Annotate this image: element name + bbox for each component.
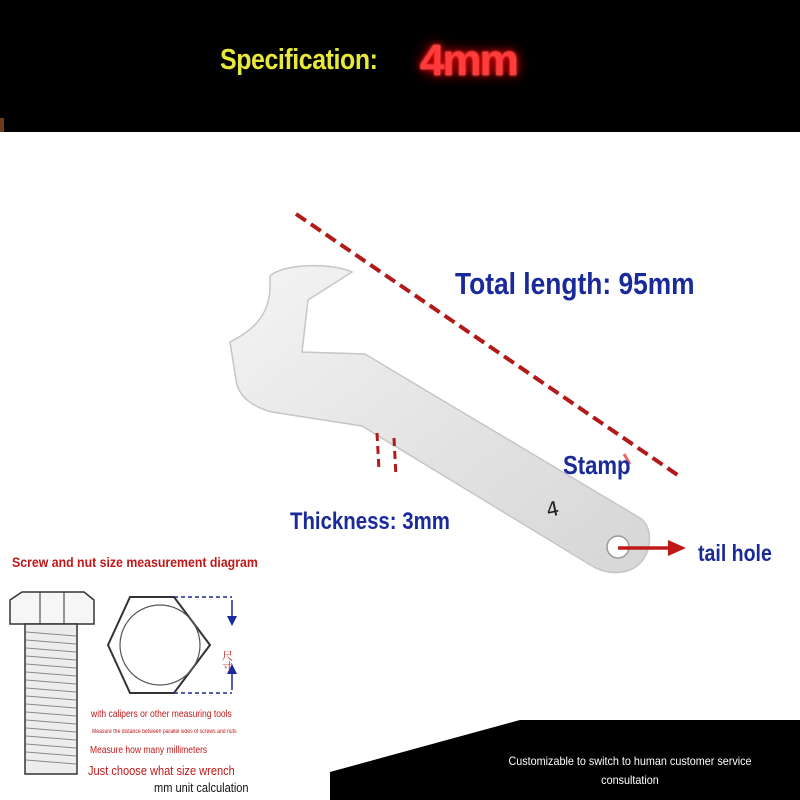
diagram-note: Measure the distance between parallel sides of screws and nuts [92, 729, 237, 735]
thickness-mark-left [377, 433, 379, 470]
screw-diagram [10, 592, 94, 774]
diagram-note: mm unit calculation [154, 780, 249, 795]
tail-hole-arrow-head [668, 540, 686, 556]
nut-diagram [108, 597, 237, 693]
total-length-label: Total length: 95mm [455, 266, 695, 301]
customer-service-text: Customizable to switch to human customer service consultation [508, 754, 752, 787]
spec-label: Specification: [220, 44, 378, 76]
tail-hole-label: tail hole [698, 540, 772, 566]
spec-value: 4mm [420, 36, 517, 85]
thickness-label: Thickness: 3mm [290, 508, 450, 535]
diagram-note: Just choose what size wrench [88, 763, 235, 778]
stamp-number: 4 [543, 496, 562, 523]
size-label: 尺寸 [220, 650, 234, 672]
stamp-label: Stamp [563, 450, 631, 480]
diagram-note: Measure how many millimeters [90, 745, 208, 756]
diagram-title: Screw and nut size measurement diagram [12, 554, 258, 570]
diagram-note: with calipers or other measuring tools [91, 709, 232, 720]
thickness-mark-right [394, 438, 396, 477]
